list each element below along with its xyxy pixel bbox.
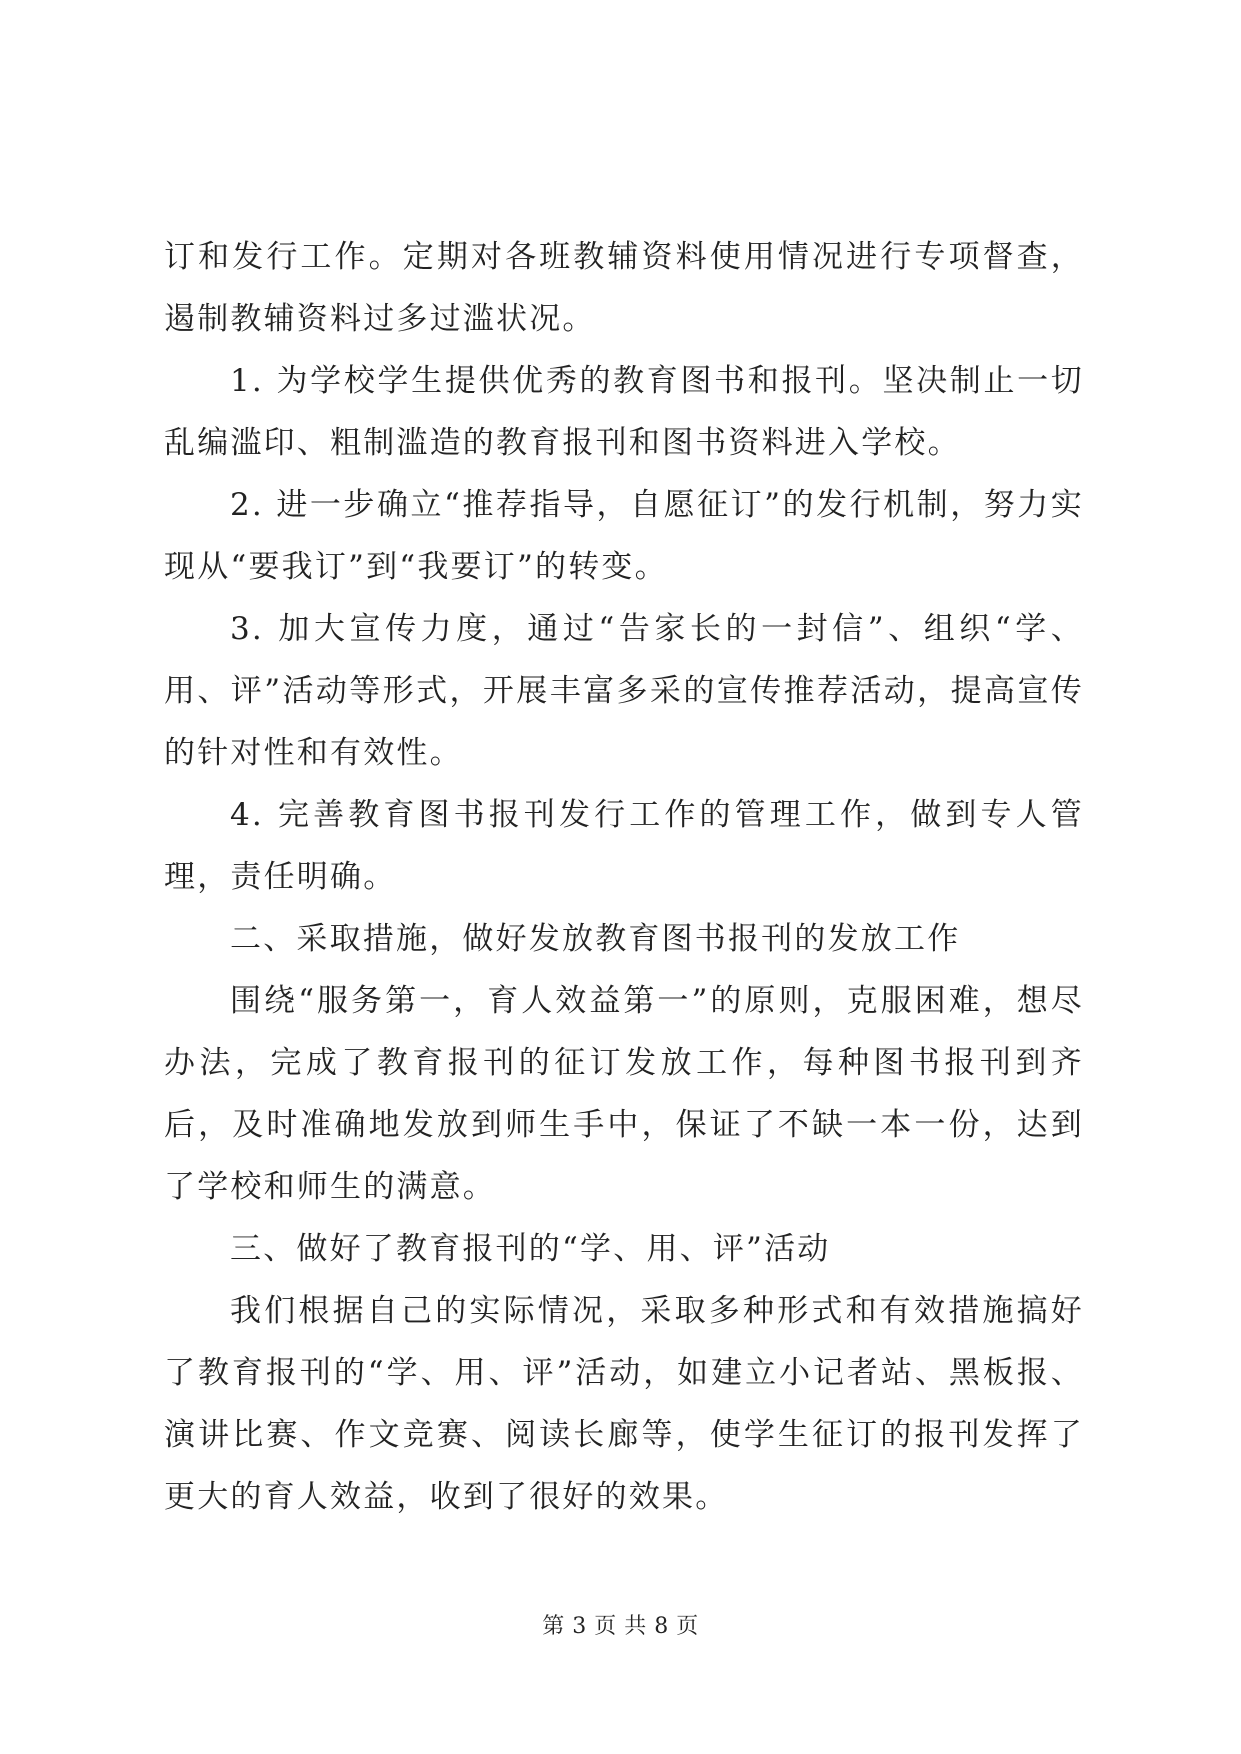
- page-number-footer: 第 3 页 共 8 页: [542, 1614, 699, 1639]
- list-item-4: 4. 完善教育图书报刊发行工作的管理工作，做到专人管理，责任明确。: [164, 797, 1084, 895]
- body-paragraph-section-2: 围绕“服务第一，育人效益第一”的原则，克服困难，想尽办法，完成了教育报刊的征订发放工作，每种图书报刊到齐后，及时准确地发放到师生手中，保证了不缺一本一份，达到了学校和师生的满意。: [164, 983, 1084, 1205]
- document-body: [164, 226, 1084, 1528]
- body-paragraph-section-3: 我们根据自己的实际情况，采取多种形式和有效措施搞好了教育报刊的“学、用、评”活动，如建立小记者站、黑板报、演讲比赛、作文竞赛、阅读长廊等，使学生征订的报刊发挥了更大的育人效益，收到了很好的效果。: [164, 1293, 1084, 1515]
- section-heading-3: 三、做好了教育报刊的“学、用、评”活动: [230, 1231, 831, 1267]
- list-item-1: 1. 为学校学生提供优秀的教育图书和报刊。坚决制止一切乱编滥印、粗制滥造的教育报刊和图书资料进入学校。: [164, 363, 1084, 461]
- paragraph-continuation: 订和发行工作。定期对各班教辅资料使用情况进行专项督查，遏制教辅资料过多过滥状况。: [164, 239, 1084, 337]
- list-item-2: 2. 进一步确立“推荐指导，自愿征订”的发行机制，努力实现从“要我订”到“我要订”的转变。: [164, 487, 1084, 585]
- list-item-3: 3. 加大宣传力度，通过“告家长的一封信”、组织“学、用、评”活动等形式，开展丰富多采的宣传推荐活动，提高宣传的针对性和有效性。: [164, 611, 1084, 771]
- section-heading-2: 二、采取措施，做好发放教育图书报刊的发放工作: [230, 921, 961, 957]
